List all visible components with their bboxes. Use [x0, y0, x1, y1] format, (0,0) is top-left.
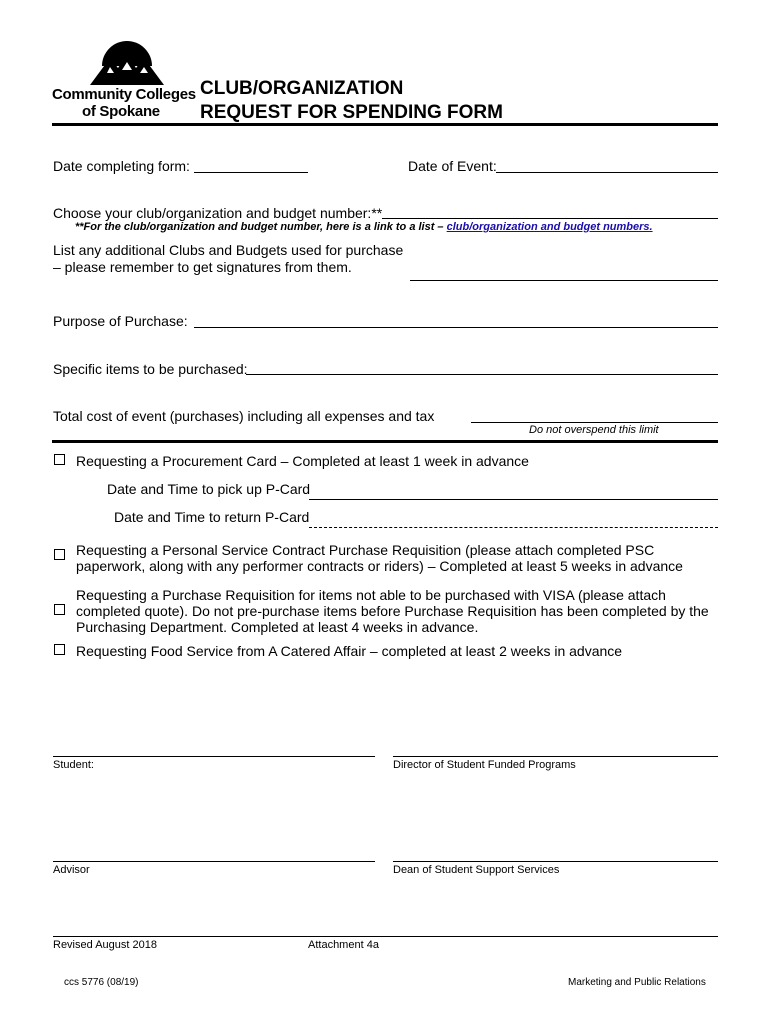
purpose-field[interactable] — [194, 327, 718, 328]
date-of-event-field[interactable] — [496, 172, 718, 173]
dean-signature-label: Dean of Student Support Services — [393, 864, 560, 876]
purpose-label: Purpose of Purchase: — [53, 313, 188, 329]
club-note — [75, 221, 653, 234]
advisor-signature-label: Advisor — [53, 864, 90, 876]
additional-clubs-field[interactable] — [410, 280, 718, 281]
specific-items-field[interactable] — [246, 374, 718, 375]
purchase-requisition-checkbox[interactable] — [54, 604, 65, 615]
director-signature-label: Director of Student Funded Programs — [393, 759, 576, 771]
club-list-link[interactable]: club/organization and budget numbers. — [446, 221, 653, 233]
student-signature-line[interactable] — [53, 756, 375, 757]
psc-checkbox[interactable] — [54, 549, 65, 560]
pcard-pickup-label: Date and Time to pick up P-Card — [107, 481, 311, 497]
date-completing-label: Date completing form: — [53, 158, 190, 174]
pcard-return-label: Date and Time to return P-Card — [114, 509, 310, 525]
additional-clubs-label-2: – please remember to get signatures from them. — [53, 259, 352, 275]
choose-club-field[interactable] — [382, 218, 718, 219]
food-service-checkbox[interactable] — [54, 644, 65, 655]
college-logo — [52, 40, 196, 120]
logo-line-1: Community Colleges — [52, 86, 196, 103]
form-code: ccs 5776 (08/19) — [64, 977, 139, 988]
mountain-sun-logo-icon — [52, 40, 192, 86]
attachment-label: Attachment 4a — [308, 939, 379, 951]
header-rule — [52, 123, 718, 126]
psc-label-2: paperwork, along with any performer contracts or riders) – Completed at least 5 weeks in advance — [76, 558, 683, 574]
date-completing-field[interactable] — [194, 172, 308, 173]
club-note-text: **For the club/organization and budget number, here is a link to a list – — [75, 221, 447, 233]
purchase-requisition-label-3: Purchasing Department. Completed at least 4 weeks in advance. — [76, 619, 479, 635]
purchase-requisition-label-2: completed quote). Do not pre-purchase items before Purchase Requisition has been completed by the — [76, 603, 709, 619]
psc-label-1: Requesting a Personal Service Contract Purchase Requisition (please attach completed PSC — [76, 542, 655, 558]
total-cost-label: Total cost of event (purchases) including all expenses and tax — [53, 408, 435, 424]
section-rule — [52, 440, 718, 443]
dean-signature-line[interactable] — [393, 861, 718, 862]
logo-line-2: of Spokane — [82, 103, 160, 120]
pcard-return-field[interactable] — [309, 527, 718, 528]
date-of-event-label: Date of Event: — [408, 158, 497, 174]
choose-club-label: Choose your club/organization and budget number:** — [53, 205, 383, 221]
department-label: Marketing and Public Relations — [568, 977, 706, 988]
revised-date: Revised August 2018 — [53, 939, 157, 951]
pcard-checkbox[interactable] — [54, 454, 65, 465]
specific-items-label: Specific items to be purchased: — [53, 361, 248, 377]
overspend-note: Do not overspend this limit — [529, 424, 659, 436]
form-title-line-1: CLUB/ORGANIZATION — [200, 78, 404, 99]
pcard-label: Requesting a Procurement Card – Completed at least 1 week in advance — [76, 453, 529, 469]
pcard-pickup-field[interactable] — [309, 499, 718, 500]
form-title-line-2: REQUEST FOR SPENDING FORM — [200, 102, 503, 123]
advisor-signature-line[interactable] — [53, 861, 375, 862]
food-service-label: Requesting Food Service from A Catered Affair – completed at least 2 weeks in advance — [76, 643, 623, 659]
director-signature-line[interactable] — [393, 756, 718, 757]
student-signature-label: Student: — [53, 759, 94, 771]
footer-rule — [53, 936, 718, 937]
total-cost-field[interactable] — [471, 422, 718, 423]
additional-clubs-label-1: List any additional Clubs and Budgets used for purchase — [53, 242, 404, 258]
purchase-requisition-label-1: Requesting a Purchase Requisition for items not able to be purchased with VISA (please attach — [76, 587, 666, 603]
